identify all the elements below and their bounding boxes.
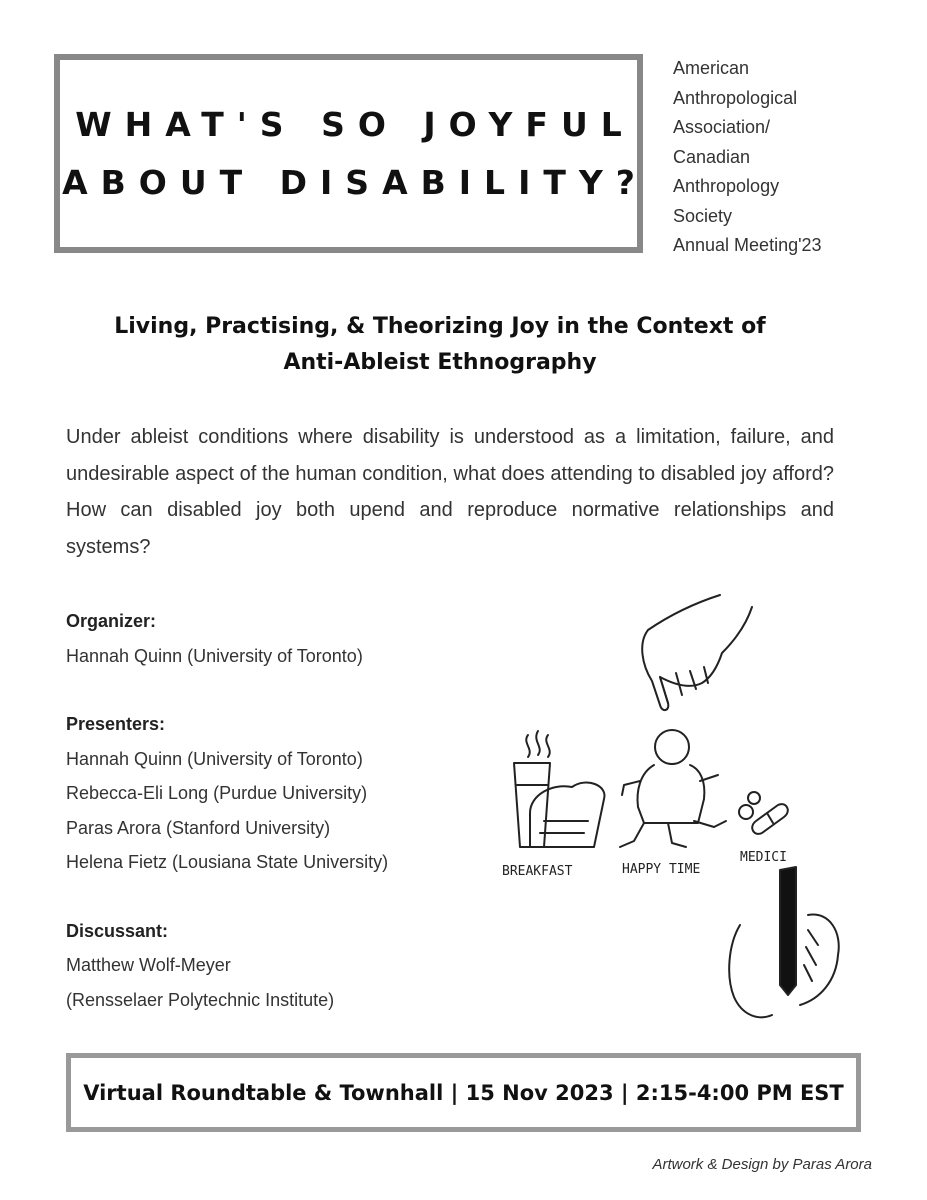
title-box [54,54,648,253]
organization-line: American [673,58,750,78]
person-icon [655,730,689,764]
presenter-name: Paras Arora (Stanford University) [66,817,331,838]
organization-line: Association/ [673,117,771,137]
presenters-label: Presenters: [66,714,166,734]
pen-icon [780,867,796,995]
intro-paragraph: Under ableist conditions where disability is understood as a limitation, failure, and undesirable aspect of the human condition, what does attending to disabled joy afford? How can disabled joy both upend and reproduce normative relationships and systems? [66,426,834,558]
presenter-name: Hannah Quinn (University of Toronto) [66,748,363,769]
presenter-name: Rebecca-Eli Long (Purdue University) [66,783,368,803]
organizer-name: Hannah Quinn (University of Toronto) [66,645,363,666]
title-line-1: WHAT'S SO JOYFUL [75,104,635,144]
medici-label: MEDICI [740,850,787,865]
pill-icon [748,792,760,804]
happy-time-label: HAPPY TIME [622,862,701,877]
artwork-credit: Artwork & Design by Paras Arora [652,1156,872,1173]
title-line-2: ABOUT DISABILITY? [62,162,648,202]
discussant-name: Matthew Wolf-Meyer [66,955,231,975]
organization-line: Canadian [673,146,751,167]
organization-block [673,54,913,261]
discussant-label: Discussant: [66,920,169,941]
schedule-drawing [490,585,870,1025]
participants-list [66,604,486,1017]
organization-line: Anthropological [673,87,798,108]
toast-icon [530,783,604,847]
organizer-label: Organizer: [66,611,157,631]
organization-line: Society [673,205,733,226]
event-details-box [66,1053,861,1132]
presenter-name: Helena Fietz (Lousiana State University) [66,852,389,872]
breakfast-label: BREAKFAST [502,864,573,879]
discussant-affiliation: (Rensselaer Polytechnic Institute) [66,989,335,1010]
event-details: Virtual Roundtable & Townhall | 15 Nov 2023 | 2:15-4:00 PM EST [83,1080,844,1105]
organization-line: Anthropology [673,176,780,196]
panel-subtitle [40,309,840,381]
subtitle-line-1: Living, Practising, & Theorizing Joy in the Context of [114,314,766,339]
organization-line: Annual Meeting'23 [673,235,822,255]
subtitle-line-2: Anti-Ableist Ethnography [283,350,597,375]
pointing-hand-icon [642,595,752,710]
